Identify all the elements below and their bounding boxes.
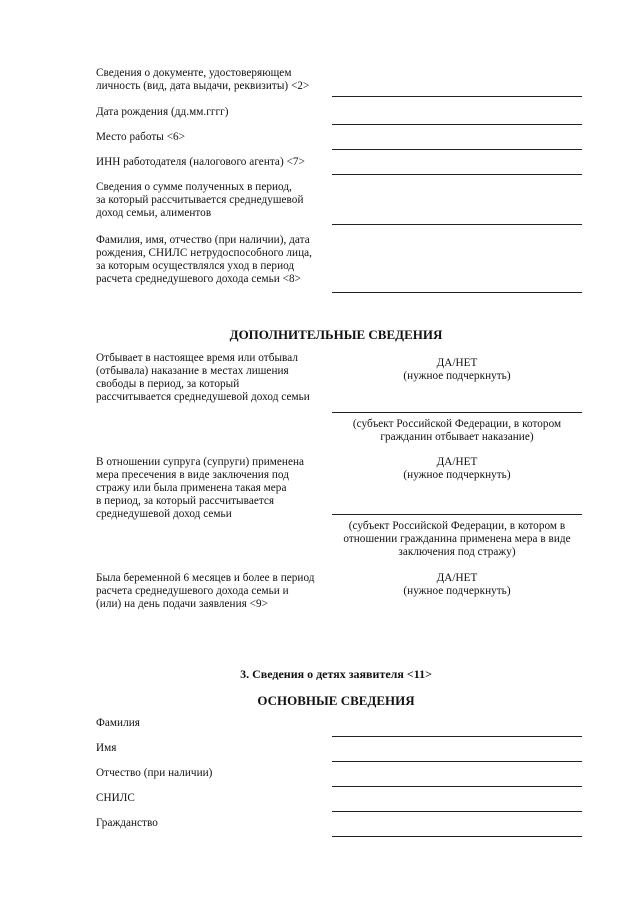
income-field[interactable]	[332, 224, 582, 225]
custody-region-field[interactable]	[332, 514, 582, 515]
workplace-field[interactable]	[332, 149, 582, 150]
pregnancy-question: Была беременной 6 месяцев и более в период расчета среднедушевого дохода семьи и (или) на день подачи заявления <9>	[96, 572, 315, 610]
doc-info-field[interactable]	[332, 96, 582, 97]
child-surname-label: Фамилия	[96, 717, 140, 729]
custody-answer[interactable]: ДА/НЕТ (нужное подчеркнуть)	[403, 456, 511, 481]
custody-region-caption: (субъект Российской Федерации, в котором в отношении гражданина применена мера в виде заключения под стражу)	[343, 520, 571, 558]
children-basic-info-title: ОСНОВНЫЕ СВЕДЕНИЯ	[257, 693, 415, 708]
pregnancy-answer[interactable]: ДА/НЕТ (нужное подчеркнуть)	[403, 572, 511, 597]
custody-question: В отношении супруга (супруги) применена мера пресечения в виде заключения под стражу или была применена такая мера в период, за который рассчитывается среднедушевой доход семьи	[96, 456, 305, 520]
child-snils-field[interactable]	[332, 811, 582, 812]
income-label: Сведения о сумме полученных в период, за который рассчитывается среднедушевой доход семьи, алиментов	[96, 181, 304, 219]
additional-info-title: ДОПОЛНИТЕЛЬНЫЕ СВЕДЕНИЯ	[229, 327, 443, 342]
child-name-field[interactable]	[332, 761, 582, 762]
imprisonment-question: Отбывает в настоящее время или отбывал (отбывала) наказание в местах лишения свободы в период, за который рассчитывается среднедушевой доход семьи	[96, 352, 310, 403]
child-snils-label: СНИЛС	[96, 792, 135, 804]
doc-info-label: Сведения о документе, удостоверяющем личность (вид, дата выдачи, реквизиты) <2>	[96, 67, 310, 92]
child-patronymic-label: Отчество (при наличии)	[96, 767, 213, 779]
employer-inn-label: ИНН работодателя (налогового агента) <7>	[96, 156, 305, 168]
disabled-care-label: Фамилия, имя, отчество (при наличии), дата рождения, СНИЛС нетрудоспособного лица, за которым осуществлялся уход в период расчета среднедушевого дохода семьи <8>	[96, 234, 312, 285]
child-citizenship-label: Гражданство	[96, 817, 158, 829]
imprisonment-answer[interactable]: ДА/НЕТ (нужное подчеркнуть)	[403, 357, 511, 382]
birth-date-field[interactable]	[332, 124, 582, 125]
disabled-care-field[interactable]	[332, 292, 582, 293]
imprisonment-region-field[interactable]	[332, 412, 582, 413]
child-patronymic-field[interactable]	[332, 786, 582, 787]
child-citizenship-field[interactable]	[332, 836, 582, 837]
birth-date-label: Дата рождения (дд.мм.гггг)	[96, 106, 229, 118]
workplace-label: Место работы <6>	[96, 131, 186, 143]
children-section-title: 3. Сведения о детях заявителя <11>	[240, 667, 432, 681]
child-name-label: Имя	[96, 742, 117, 754]
employer-inn-field[interactable]	[332, 174, 582, 175]
child-surname-field[interactable]	[332, 736, 582, 737]
imprisonment-region-caption: (субъект Российской Федерации, в котором гражданин отбывает наказание)	[352, 418, 562, 443]
